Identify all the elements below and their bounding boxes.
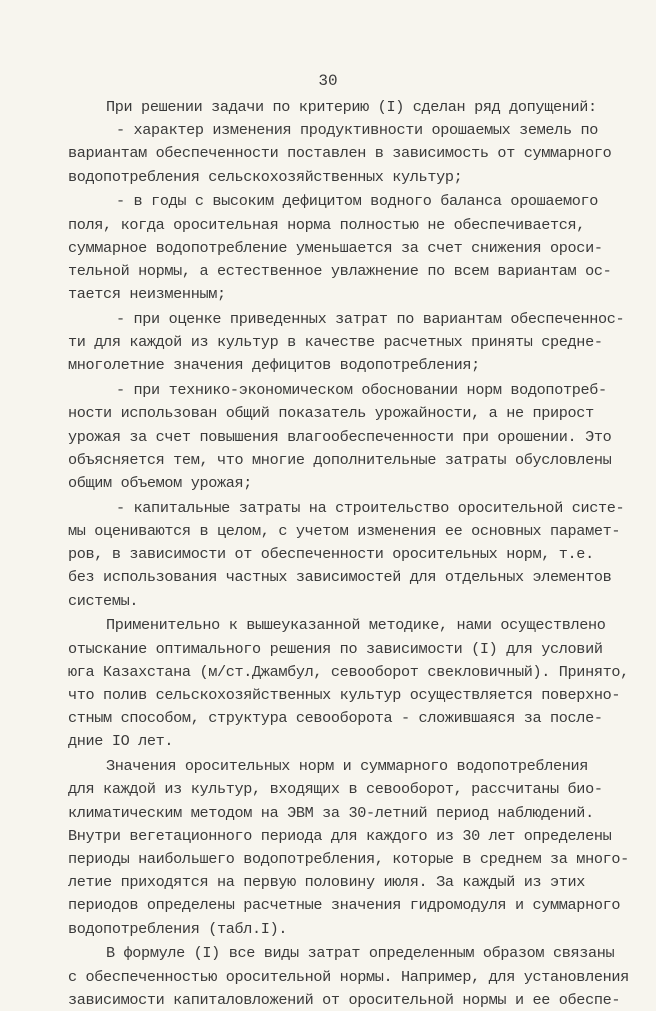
text-line: При решении задачи по критерию (I) сделан ряд допущений: [106, 98, 597, 116]
text-line: юга Казахстана (м/ст.Джамбул, севооборот свекловичный). Принято, [68, 663, 629, 681]
text-line: общим объемом урожая; [68, 474, 253, 492]
text-line: отыскание оптимального решения по зависимости (I) для условий [68, 640, 603, 658]
text-line: зависимости капиталовложений от оросительной нормы и ее обеспе- [68, 991, 621, 1009]
text-line: для каждой из культур, входящих в севооборот, рассчитаны био- [68, 780, 603, 798]
text-line: периоды наибольшего водопотребления, которые в среднем за много- [68, 850, 629, 868]
text-line: - при технико-экономическом обосновании норм водопотреб- [116, 381, 607, 399]
text-line: - в годы с высоким дефицитом водного баланса орошаемого [116, 192, 599, 210]
text-line: без использования частных зависимостей для отдельных элементов [68, 568, 612, 586]
text-line: - капитальные затраты на строительство оросительной систе- [116, 499, 625, 517]
text-line: мы оцениваются в целом, с учетом изменения ее основных парамет- [68, 522, 621, 540]
text-line: Применительно к вышеуказанной методике, нами осуществлено [106, 616, 606, 634]
text-line: ности использован общий показатель урожайности, а не прирост [68, 404, 594, 422]
text-line: тельной нормы, а естественное увлажнение по всем вариантам ос- [68, 262, 612, 280]
text-line: стным способом, структура севооборота - сложившаяся за после- [68, 709, 603, 727]
text-line: системы. [68, 592, 139, 610]
text-line: объясняется тем, что многие дополнительные затраты обусловлены [68, 451, 612, 469]
text-line: ти для каждой из культур в качестве расчетных приняты средне- [68, 333, 603, 351]
text-line: периодов определены расчетные значения гидромодуля и суммарного [68, 896, 621, 914]
text-line: водопотребления (табл.I). [68, 920, 288, 938]
page-number: 30 [318, 72, 338, 90]
text-line: ров, в зависимости от обеспеченности оросительных норм, т.е. [68, 545, 594, 563]
text-line: Значения оросительных норм и суммарного водопотребления [106, 757, 589, 775]
text-line: Внутри вегетационного периода для каждого из 30 лет определены [68, 827, 612, 845]
text-line: с обеспеченностью оросительной нормы. Например, для установления [68, 968, 629, 986]
text-line: - при оценке приведенных затрат по вариантам обеспеченнос- [116, 310, 625, 328]
text-line: климатическим методом на ЭВМ за 30-летний период наблюдений. [68, 804, 594, 822]
text-line: водопотребления сельскохозяйственных культур; [68, 168, 463, 186]
text-line: многолетние значения дефицитов водопотребления; [68, 356, 480, 374]
text-line: поля, когда оросительная норма полностью не обеспечивается, [68, 216, 586, 234]
text-line: В формуле (I) все виды затрат определенным образом связаны [106, 944, 615, 962]
text-line: тается неизменным; [68, 285, 226, 303]
text-line: урожая за счет повышения влагообеспеченности при орошении. Это [68, 428, 612, 446]
text-line: вариантам обеспеченности поставлен в зависимость от суммарного [68, 144, 612, 162]
text-line: что полив сельскохозяйственных культур осуществляется поверхно- [68, 686, 621, 704]
text-line: летие приходятся на первую половину июля. За каждый из этих [68, 873, 586, 891]
text-line: - характер изменения продуктивности орошаемых земель по [116, 121, 599, 139]
text-line: суммарное водопотребление уменьшается за счет снижения ороси- [68, 239, 603, 257]
text-line: дние IO лет. [68, 732, 174, 750]
